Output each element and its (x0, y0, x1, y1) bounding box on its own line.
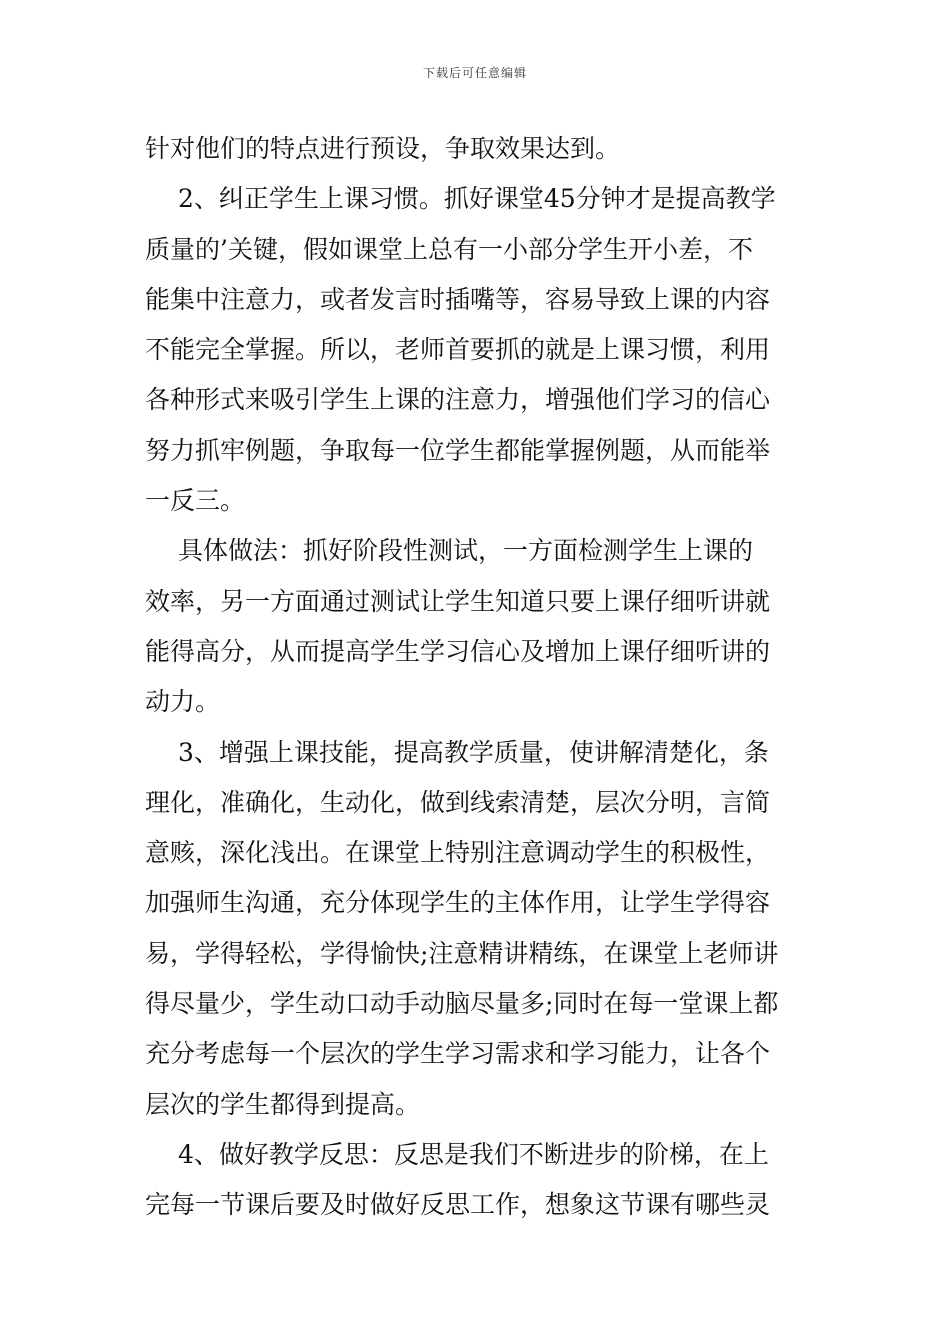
text-line: 3、增强上课技能，提高教学质量，使讲解清楚化，条 (145, 737, 769, 767)
text-line: 易，学得轻松，学得愉快;注意精讲精练，在课堂上老师讲 (145, 938, 779, 968)
text-line: 理化，准确化，生动化，做到线索清楚，层次分明，言简 (145, 787, 771, 817)
document-body (145, 124, 810, 1231)
text-line: 不能完全掌握。所以，老师首要抓的就是上课习惯，利用 (145, 335, 771, 365)
text-line: 加强师生沟通，充分体现学生的主体作用，让学生学得容 (145, 888, 771, 918)
text-line: 能得高分，从而提高学生学习信心及增加上课仔细听讲的 (145, 636, 771, 666)
text-line: 各种形式来吸引学生上课的注意力，增强他们学习的信心 (145, 385, 771, 415)
text-line: 一反三。 (145, 486, 246, 516)
text-line: 质量的’关键，假如课堂上总有一小部分学生开小差，不 (145, 234, 753, 264)
text-line: 4、做好教学反思：反思是我们不断进步的阶梯，在上 (145, 1139, 769, 1169)
text-line: 效率，另一方面通过测试让学生知道只要上课仔细听讲就 (145, 586, 771, 616)
text-line: 具体做法：抓好阶段性测试，一方面检测学生上课的 (145, 536, 753, 566)
text-line: 充分考虑每一个层次的学生学习需求和学习能力，让各个 (145, 1039, 771, 1069)
text-line: 针对他们的特点进行预设，争取效果达到。 (145, 134, 621, 163)
text-line: 完每一节课后要及时做好反思工作，想象这节课有哪些灵 (145, 1190, 771, 1220)
text-line: 2、纠正学生上课习惯。抓好课堂45分钟才是提高教学 (145, 184, 776, 214)
text-line: 意赅，深化浅出。在课堂上特别注意调动学生的积极性， (145, 838, 771, 868)
text-line: 得尽量少，学生动口动手动脑尽量多;同时在每一堂课上都 (145, 989, 779, 1019)
text-line: 努力抓牢例题，争取每一位学生都能掌握例题，从而能举 (145, 435, 771, 465)
text-line: 动力。 (145, 687, 221, 717)
text-line: 能集中注意力，或者发言时插嘴等，容易导致上课的内容 (145, 284, 771, 314)
text-line: 层次的学生都得到提高。 (145, 1089, 421, 1119)
page-header: 下载后可任意编辑 (422, 66, 527, 80)
